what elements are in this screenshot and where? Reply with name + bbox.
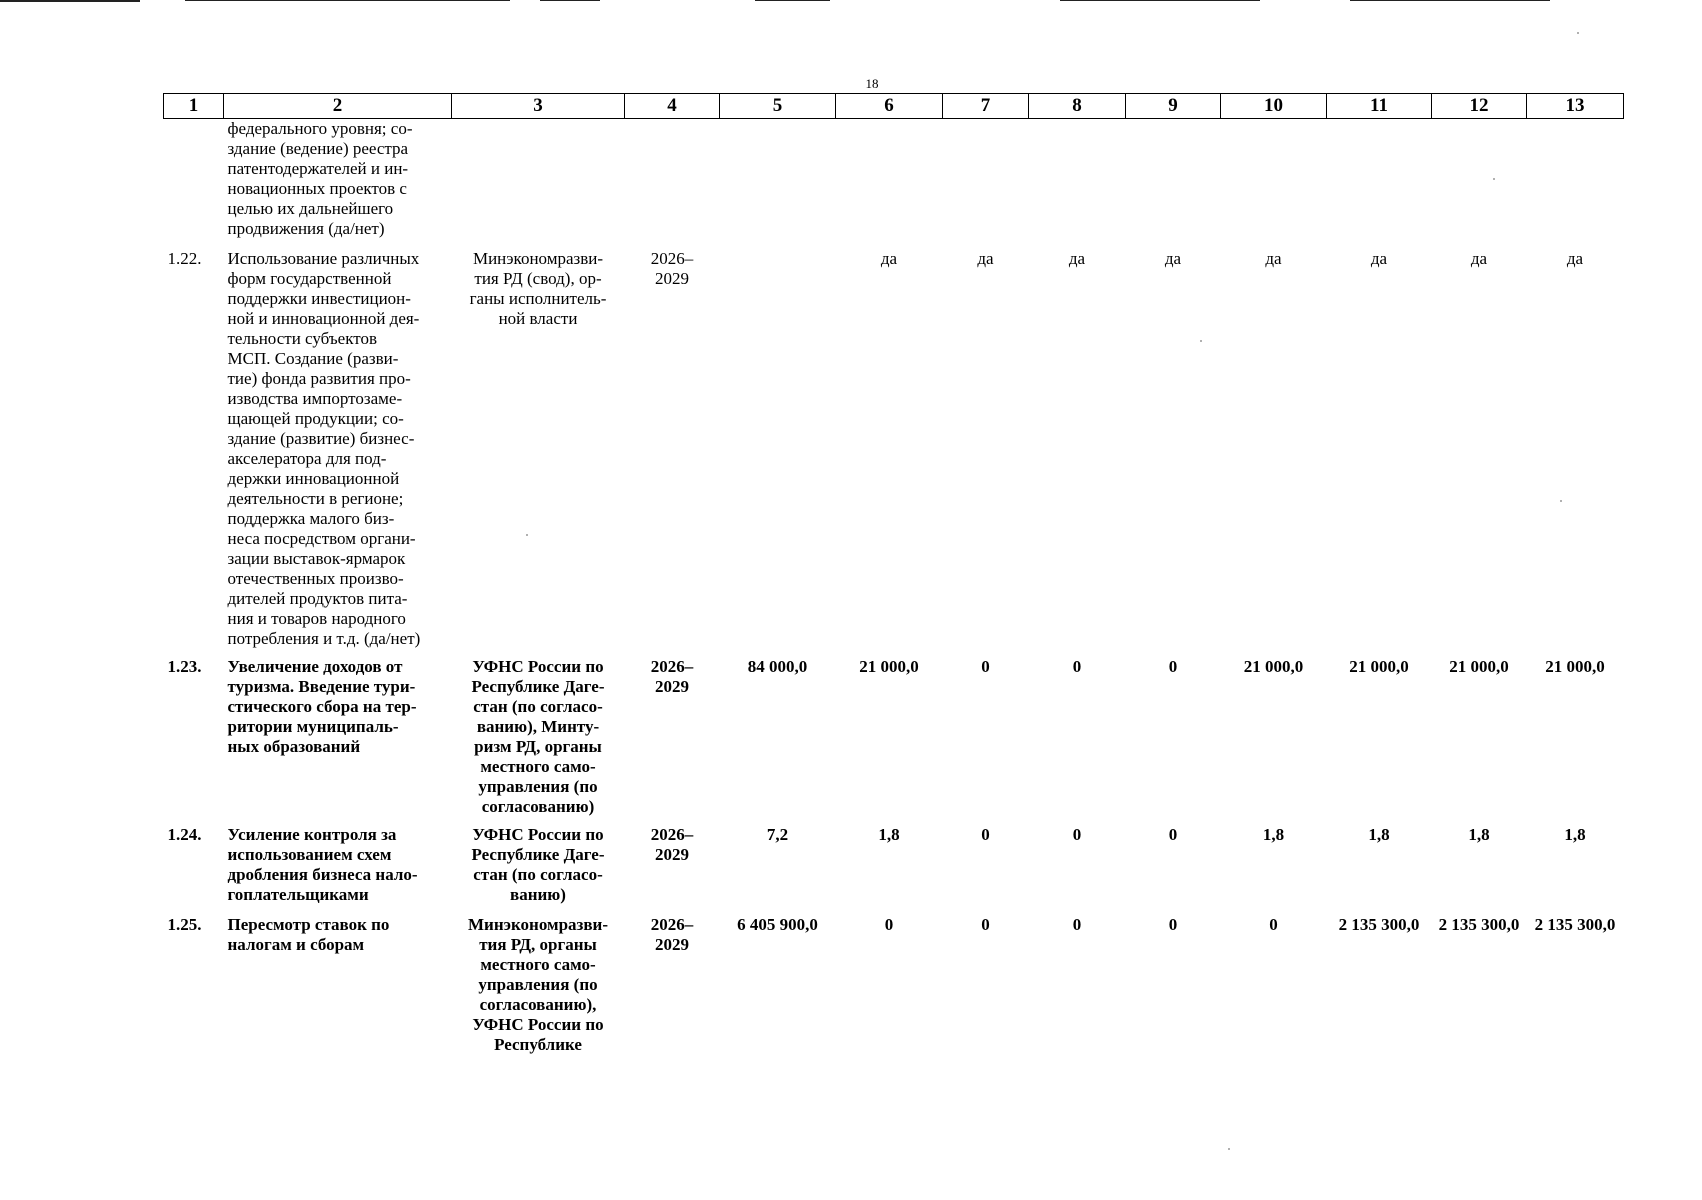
row-value-col13 — [1527, 119, 1624, 250]
row-number: 1.24. — [167, 825, 202, 844]
scan-edge-line — [540, 0, 600, 1]
scan-edge-line — [1350, 0, 1550, 1]
column-number-1: 1 — [164, 94, 224, 119]
row-value-col11: 21 000,0 — [1349, 657, 1409, 676]
row-value-col12 — [1432, 119, 1527, 250]
row-period — [625, 119, 720, 250]
row-value-total: 7,2 — [766, 825, 789, 844]
row-value-col12: да — [1470, 249, 1488, 268]
row-executor: Минэкономразви- тия РД (свод), ор- ганы исполнитель- ной власти — [469, 249, 607, 328]
row-executor: Минэкономразви- тия РД, органы местного само- управления (по согласованию), УФНС России по Республике — [467, 915, 609, 1054]
row-value-col13: 2 135 300,0 — [1534, 915, 1616, 934]
column-number-6: 6 — [836, 94, 943, 119]
row-value-col13: 21 000,0 — [1545, 657, 1605, 676]
row-value-col11: 2 135 300,0 — [1338, 915, 1420, 934]
row-value-col6: да — [880, 249, 898, 268]
column-number-3: 3 — [452, 94, 625, 119]
table-row-continuation — [164, 119, 1624, 250]
column-number-11: 11 — [1327, 94, 1432, 119]
row-number: 1.22. — [167, 249, 202, 268]
row-number: 1.25. — [167, 915, 202, 934]
column-number-8: 8 — [1029, 94, 1126, 119]
scan-edge-line — [1060, 0, 1260, 1]
page-number: 18 — [865, 76, 879, 91]
row-value-col12: 2 135 300,0 — [1438, 915, 1520, 934]
row-value-col12: 21 000,0 — [1449, 657, 1509, 676]
row-value-col11: да — [1370, 249, 1388, 268]
row-executor: УФНС России по Республике Даге- стан (по согласо- ванию) — [471, 825, 605, 904]
row-value-col9 — [1126, 119, 1221, 250]
row-value-col10: да — [1265, 249, 1282, 268]
row-value-col7: 0 — [981, 915, 990, 934]
scan-edge-line — [755, 0, 830, 1]
row-period: 2026– 2029 — [650, 249, 694, 288]
row-value-col10 — [1221, 119, 1327, 250]
row-value-col6 — [836, 119, 943, 250]
column-number-5: 5 — [720, 94, 836, 119]
column-number-2: 2 — [224, 94, 452, 119]
row-value-col11: 1,8 — [1368, 825, 1390, 844]
document-table — [163, 93, 1624, 1055]
row-value-col10: 0 — [1269, 915, 1278, 934]
row-value-col6: 0 — [884, 915, 894, 934]
scan-speck — [1228, 1148, 1230, 1150]
column-number-13: 13 — [1527, 94, 1624, 119]
column-number-4: 4 — [625, 94, 720, 119]
row-value-col9: 0 — [1168, 657, 1178, 676]
column-number-7: 7 — [943, 94, 1029, 119]
table-row-1-24 — [164, 825, 1624, 915]
row-value-col13: да — [1566, 249, 1584, 268]
column-number-row — [164, 94, 1624, 119]
scan-edge-line — [0, 0, 140, 2]
row-number — [164, 119, 224, 250]
row-value-col10: 21 000,0 — [1243, 657, 1304, 676]
row-description: Усиление контроля за использованием схем дробления бизнеса нало- гоплательщиками — [227, 825, 418, 904]
row-period: 2026– 2029 — [650, 825, 694, 864]
row-value-col8 — [1029, 119, 1126, 250]
row-value-col9: 0 — [1168, 825, 1178, 844]
row-description: федерального уровня; со- здание (ведение) реестра патентодержателей и ин- новационных проектов с целью их дальнейшего продвижения (да/нет) — [227, 119, 413, 238]
row-value-col8: 0 — [1072, 657, 1082, 676]
row-value-total — [720, 249, 836, 657]
table-row-1-22 — [164, 249, 1624, 657]
table-row-1-25 — [164, 915, 1624, 1055]
row-value-col7: да — [977, 249, 994, 268]
row-value-col7: 0 — [981, 825, 990, 844]
row-description: Использование различных форм государственной поддержки инвестицион- ной и инновационной дея- тельности субъектов МСП. Создание (разви- тие) фонда развития про- изводства импортозаме- щающей продукции; со- здание (развитие) бизнес- акселератора для под- держки инновационной деятельности в регионе; поддержка малого биз- неса посредством органи- зации выставок-ярмарок отечественных произво- дителей продуктов пита- ния и товаров народного потребления и т.д. (да/нет) — [227, 249, 421, 648]
row-value-col10: 1,8 — [1262, 825, 1285, 844]
row-executor: УФНС России по Республике Даге- стан (по согласо- ванию), Минту- ризм РД, органы местного само- управления (по согласованию) — [471, 657, 605, 816]
row-value-total — [720, 119, 836, 250]
row-value-total: 84 000,0 — [747, 657, 808, 676]
table-row-1-23 — [164, 657, 1624, 825]
column-number-9: 9 — [1126, 94, 1221, 119]
row-value-col8: 0 — [1072, 915, 1082, 934]
scan-edge-line — [185, 0, 510, 1]
row-value-col9: да — [1164, 249, 1182, 268]
column-number-10: 10 — [1221, 94, 1327, 119]
row-value-col13: 1,8 — [1564, 825, 1586, 844]
column-number-12: 12 — [1432, 94, 1527, 119]
row-executor — [452, 119, 625, 250]
row-value-total: 6 405 900,0 — [737, 915, 818, 934]
row-value-col8: 0 — [1072, 825, 1082, 844]
row-value-col6: 21 000,0 — [859, 657, 919, 676]
row-description: Увеличение доходов от туризма. Введение тури- стического сбора на тер- ритории муниципаль- ных образований — [227, 657, 417, 756]
row-number: 1.23. — [167, 657, 202, 676]
row-value-col12: 1,8 — [1468, 825, 1490, 844]
row-description: Пересмотр ставок по налогам и сборам — [227, 915, 390, 954]
row-value-col11 — [1327, 119, 1432, 250]
row-value-col6: 1,8 — [878, 825, 900, 844]
row-period: 2026– 2029 — [650, 657, 694, 696]
row-value-col7 — [943, 119, 1029, 250]
scan-speck — [1577, 32, 1579, 34]
row-value-col7: 0 — [981, 657, 990, 676]
row-period: 2026– 2029 — [650, 915, 694, 954]
row-value-col8: да — [1068, 249, 1086, 268]
row-value-col9: 0 — [1168, 915, 1178, 934]
